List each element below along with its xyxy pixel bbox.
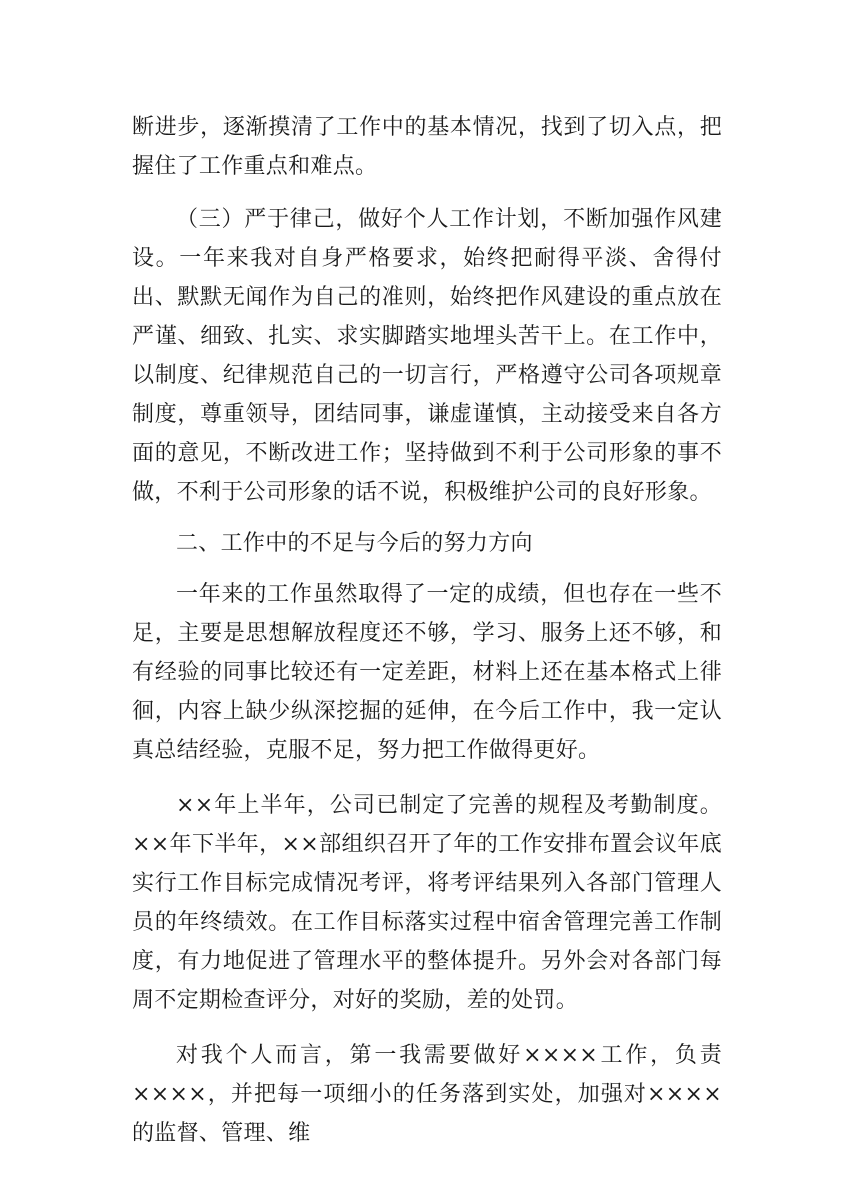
- document-body: [132, 108, 722, 1153]
- paragraph-company-rules: ××年上半年，公司已制定了完善的规程及考勤制度。××年下半年，××部组织召开了年的工作安排布置会议年底实行工作目标完成情况考评，将考评结果列入各部门管理人员的年终绩效。在工作目标落实过程中宿舍管理完善工作制度，有力地促进了管理水平的整体提升。另外会对各部门每周不定期检查评分，对好的奖励，差的处罚。: [132, 793, 722, 1013]
- paragraph-continuation: 断进步，逐渐摸清了工作中的基本情况，找到了切入点，把握住了工作重点和难点。: [132, 115, 722, 179]
- section-heading-shortcomings: 二、工作中的不足与今后的努力方向: [176, 531, 533, 556]
- paragraph-personal-plan: 对我个人而言，第一我需要做好××××工作，负责××××，并把每一项细小的任务落到实处，加强对××××的监督、管理、维: [132, 1043, 722, 1146]
- paragraph-self-discipline: （三）严于律己，做好个人工作计划，不断加强作风建设。一年来我对自身严格要求，始终把耐得平淡、舍得付出、默默无闻作为自己的准则，始终把作风建设的重点放在严谨、细致、扎实、求实脚踏实地埋头苦干上。在工作中，以制度、纪律规范自己的一切言行，严格遵守公司各项规章制度，尊重领导，团结同事，谦虚谨慎，主动接受来自各方面的意见，不断改进工作；坚持做到不利于公司形象的事不做，不利于公司形象的话不说，积极维护公司的良好形象。: [132, 207, 722, 505]
- paragraph-shortcomings: 一年来的工作虽然取得了一定的成绩，但也存在一些不足，主要是思想解放程度还不够，学习、服务上还不够，和有经验的同事比较还有一定差距，材料上还在基本格式上徘徊，内容上缺少纵深挖掘的延伸，在今后工作中，我一定认真总结经验，克服不足，努力把工作做得更好。: [132, 582, 722, 763]
